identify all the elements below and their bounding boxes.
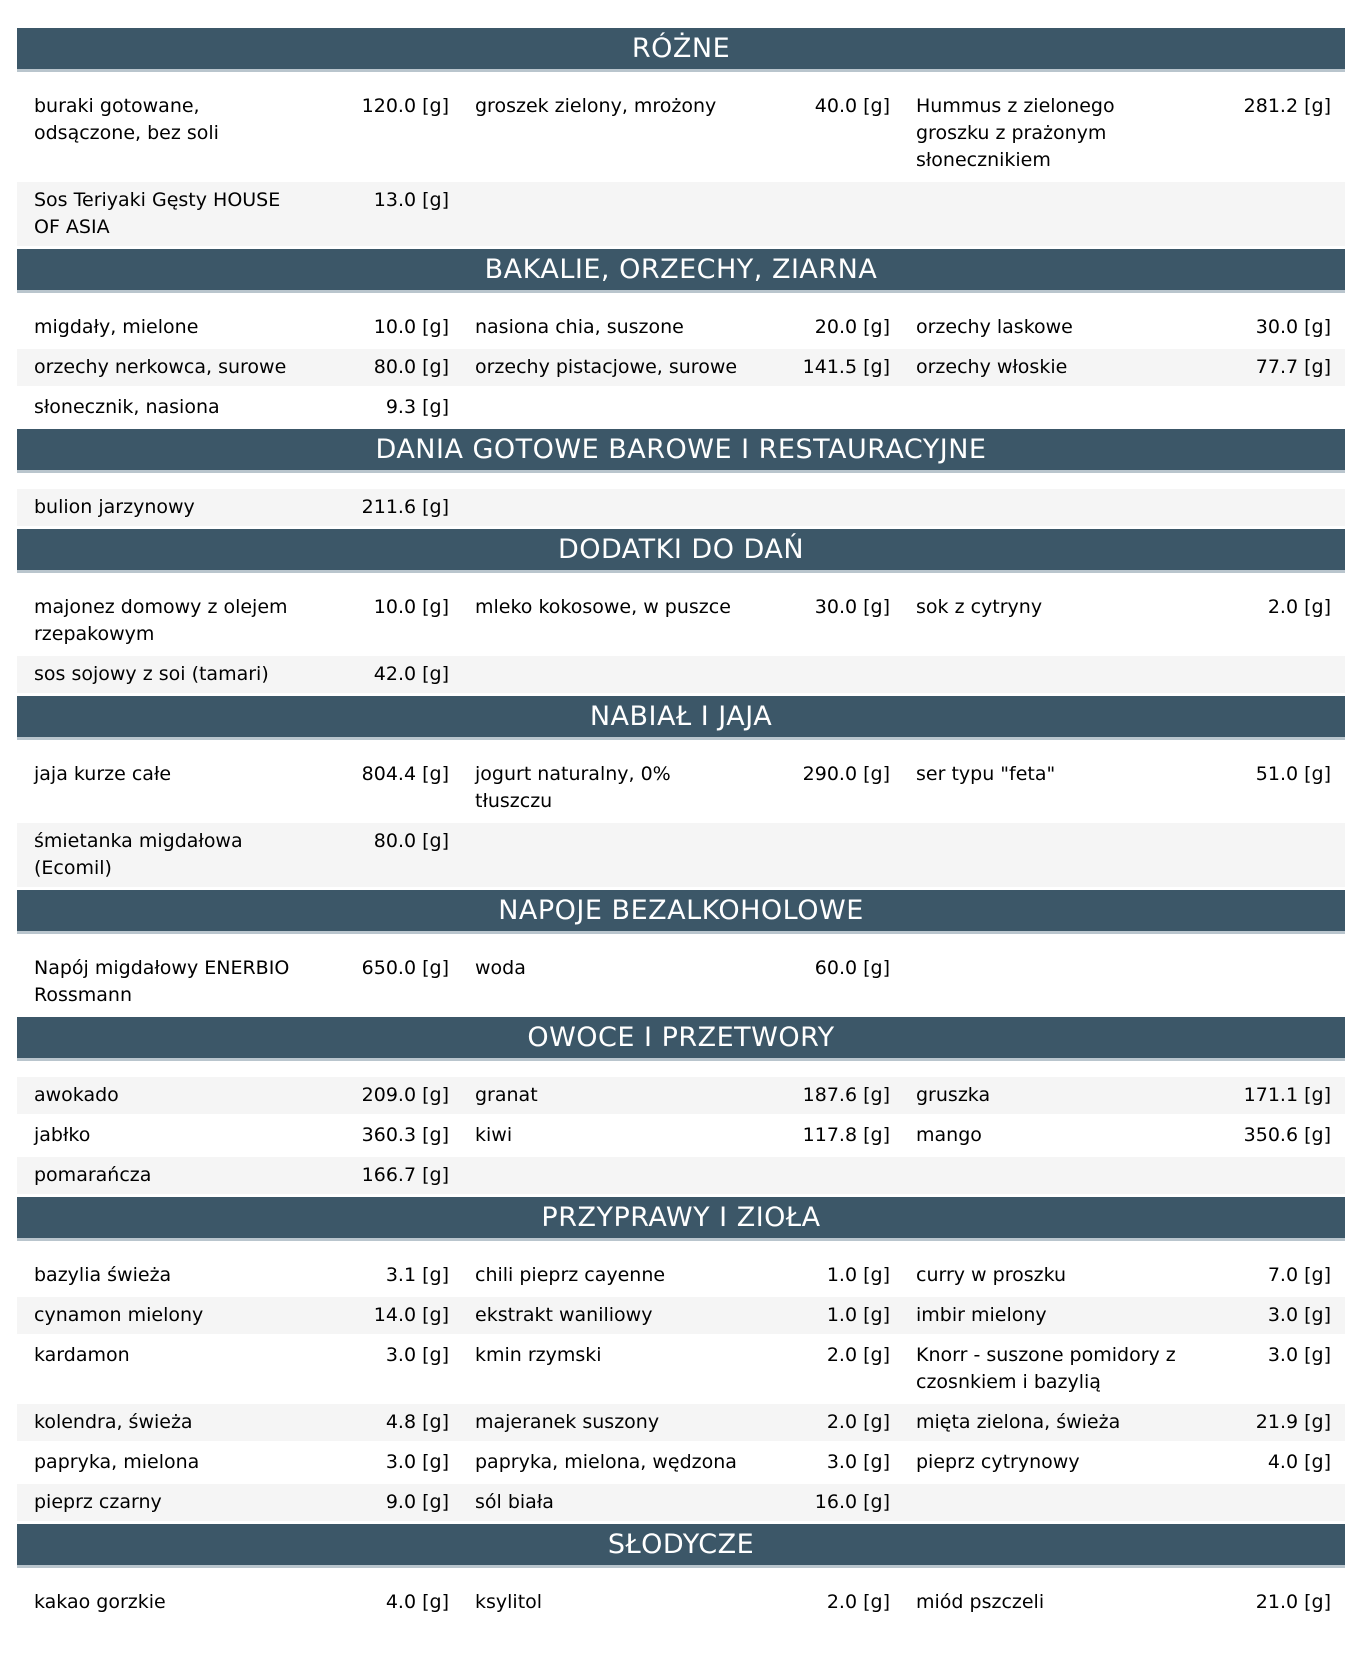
item-quantity: 3.0 [g]: [826, 1451, 890, 1473]
table-cell: [916, 955, 1331, 1009]
section-header: BAKALIE, ORZECHY, ZIARNA: [17, 249, 1345, 293]
table-cell: [34, 955, 449, 1009]
item-quantity: 120.0 [g]: [361, 95, 449, 117]
item-quantity: 211.6 [g]: [361, 496, 449, 518]
item-quantity: 4.8 [g]: [385, 1411, 449, 1433]
item-quantity: 360.3 [g]: [361, 1124, 449, 1146]
table-cell: [475, 1122, 890, 1149]
item-quantity: 4.0 [g]: [385, 1591, 449, 1613]
table-cell: [34, 828, 449, 882]
item-quantity: 290.0 [g]: [802, 763, 890, 785]
table-cell: [475, 187, 890, 241]
item-quantity: 2.0 [g]: [826, 1411, 890, 1433]
item-quantity: 21.0 [g]: [1255, 1591, 1331, 1613]
item-quantity: 51.0 [g]: [1255, 763, 1331, 785]
item-quantity: 3.1 [g]: [385, 1264, 449, 1286]
item-quantity: 117.8 [g]: [802, 1124, 890, 1146]
item-quantity: 42.0 [g]: [373, 663, 449, 685]
table-cell: [475, 1082, 890, 1109]
table-row: [17, 389, 1345, 426]
table-cell: [916, 661, 1331, 688]
item-quantity: 80.0 [g]: [373, 830, 449, 852]
table-row: [17, 309, 1345, 346]
item-quantity: 77.7 [g]: [1255, 356, 1331, 378]
item-quantity: 21.9 [g]: [1255, 1411, 1331, 1433]
item-quantity: 60.0 [g]: [814, 957, 890, 979]
table-cell: [916, 394, 1331, 421]
table-cell: [34, 494, 449, 521]
section-rows: [17, 293, 1345, 426]
item-quantity: 4.0 [g]: [1267, 1451, 1331, 1473]
item-quantity: 10.0 [g]: [373, 596, 449, 618]
item-quantity: 350.6 [g]: [1243, 1124, 1331, 1146]
table-cell: [34, 1589, 449, 1616]
item-name: cynamon mielony: [34, 1304, 204, 1326]
item-quantity: 9.0 [g]: [385, 1491, 449, 1513]
table-cell: [34, 1489, 449, 1516]
section-header: DODATKI DO DAŃ: [17, 529, 1345, 573]
table-cell: [916, 594, 1331, 648]
item-name: mięta zielona, świeża: [916, 1411, 1121, 1433]
table-cell: [34, 1449, 449, 1476]
table-cell: [34, 93, 449, 174]
table-cell: [34, 1409, 449, 1436]
item-name: gruszka: [916, 1084, 991, 1106]
table-row: [17, 1444, 1345, 1481]
table-cell: [916, 354, 1331, 381]
table-row: [17, 1077, 1345, 1114]
table-cell: [916, 761, 1331, 815]
item-name: ser typu "feta": [916, 763, 1056, 785]
item-name: papryka, mielona, wędzona: [475, 1451, 737, 1473]
table-cell: [34, 1162, 449, 1189]
item-name: słonecznik, nasiona: [34, 396, 220, 418]
section-rows: [17, 934, 1345, 1014]
section-header: NABIAŁ I JAJA: [17, 696, 1345, 740]
item-name: orzechy pistacjowe, surowe: [475, 356, 738, 378]
item-name: nasiona chia, suszone: [475, 316, 684, 338]
item-quantity: 187.6 [g]: [802, 1084, 890, 1106]
item-quantity: 30.0 [g]: [1255, 316, 1331, 338]
item-name: awokado: [34, 1084, 119, 1106]
table-cell: [475, 1409, 890, 1436]
table-row: [17, 1337, 1345, 1401]
table-cell: [916, 314, 1331, 341]
item-quantity: 7.0 [g]: [1267, 1264, 1331, 1286]
item-name: orzechy włoskie: [916, 356, 1068, 378]
table-row: [17, 656, 1345, 693]
table-cell: [916, 828, 1331, 882]
table-row: [17, 1157, 1345, 1194]
item-name: jabłko: [34, 1124, 91, 1146]
section-rows: [17, 473, 1345, 526]
table-row: [17, 950, 1345, 1014]
section-rows: [17, 72, 1345, 246]
item-name: jaja kurze całe: [34, 763, 172, 785]
item-name: migdały, mielone: [34, 316, 199, 338]
table-row: [17, 1584, 1345, 1621]
item-name: Sos Teriyaki Gęsty HOUSE OF ASIA: [34, 189, 281, 238]
table-row: [17, 823, 1345, 887]
table-cell: [916, 1342, 1331, 1396]
table-cell: [34, 1082, 449, 1109]
item-quantity: 3.0 [g]: [1267, 1304, 1331, 1326]
item-name: pomarańcza: [34, 1164, 152, 1186]
table-cell: [475, 1449, 890, 1476]
item-name: woda: [475, 957, 526, 979]
item-quantity: 3.0 [g]: [385, 1451, 449, 1473]
table-cell: [916, 1489, 1331, 1516]
table-cell: [475, 761, 890, 815]
item-quantity: 20.0 [g]: [814, 316, 890, 338]
section-header: DANIA GOTOWE BAROWE I RESTAURACYJNE: [17, 429, 1345, 473]
item-quantity: 16.0 [g]: [814, 1491, 890, 1513]
item-name: imbir mielony: [916, 1304, 1047, 1326]
item-quantity: 9.3 [g]: [385, 396, 449, 418]
item-quantity: 3.0 [g]: [385, 1344, 449, 1366]
section-rows: [17, 1568, 1345, 1621]
table-row: [17, 88, 1345, 179]
item-quantity: 804.4 [g]: [361, 763, 449, 785]
item-name: Napój migdałowy ENERBIO Rossmann: [34, 957, 290, 1006]
item-name: Hummus z zielonego groszku z prażonym słonecznikiem: [916, 95, 1115, 171]
table-cell: [916, 1409, 1331, 1436]
table-row: [17, 1297, 1345, 1334]
item-quantity: 40.0 [g]: [814, 95, 890, 117]
item-name: Knorr - suszone pomidory z czosnkiem i bazylią: [916, 1344, 1176, 1393]
table-row: [17, 182, 1345, 246]
item-name: bulion jarzynowy: [34, 496, 195, 518]
table-cell: [34, 354, 449, 381]
item-name: kolendra, świeża: [34, 1411, 193, 1433]
item-name: kakao gorzkie: [34, 1591, 166, 1613]
item-quantity: 10.0 [g]: [373, 316, 449, 338]
section-header: OWOCE I PRZETWORY: [17, 1017, 1345, 1061]
table-cell: [34, 187, 449, 241]
item-name: bazylia świeża: [34, 1264, 172, 1286]
section-header: PRZYPRAWY I ZIOŁA: [17, 1197, 1345, 1241]
table-cell: [916, 1262, 1331, 1289]
section-rows: [17, 1241, 1345, 1521]
table-cell: [34, 314, 449, 341]
table-cell: [34, 1122, 449, 1149]
table-cell: [34, 761, 449, 815]
item-name: orzechy nerkowca, surowe: [34, 356, 287, 378]
item-quantity: 2.0 [g]: [826, 1591, 890, 1613]
item-quantity: 1.0 [g]: [826, 1264, 890, 1286]
section-header: NAPOJE BEZALKOHOLOWE: [17, 890, 1345, 934]
table-row: [17, 349, 1345, 386]
table-cell: [475, 594, 890, 648]
table-cell: [475, 828, 890, 882]
item-name: kmin rzymski: [475, 1344, 602, 1366]
item-name: orzechy laskowe: [916, 316, 1073, 338]
table-cell: [475, 661, 890, 688]
item-quantity: 209.0 [g]: [361, 1084, 449, 1106]
item-quantity: 14.0 [g]: [373, 1304, 449, 1326]
table-row: [17, 1484, 1345, 1521]
item-name: kardamon: [34, 1344, 130, 1366]
table-cell: [34, 394, 449, 421]
item-name: mango: [916, 1124, 982, 1146]
table-cell: [916, 1082, 1331, 1109]
item-name: pieprz czarny: [34, 1491, 162, 1513]
section-rows: [17, 1061, 1345, 1194]
item-quantity: 1.0 [g]: [826, 1304, 890, 1326]
table-cell: [475, 394, 890, 421]
table-cell: [475, 1302, 890, 1329]
table-cell: [475, 1589, 890, 1616]
item-name: granat: [475, 1084, 538, 1106]
table-cell: [916, 1122, 1331, 1149]
section-rows: [17, 573, 1345, 693]
item-quantity: 166.7 [g]: [361, 1164, 449, 1186]
item-quantity: 80.0 [g]: [373, 356, 449, 378]
table-cell: [34, 1262, 449, 1289]
table-cell: [916, 494, 1331, 521]
table-cell: [475, 1489, 890, 1516]
item-quantity: 171.1 [g]: [1243, 1084, 1331, 1106]
item-name: sok z cytryny: [916, 596, 1043, 618]
table-row: [17, 1404, 1345, 1441]
item-quantity: 2.0 [g]: [1267, 596, 1331, 618]
table-row: [17, 489, 1345, 526]
table-cell: [475, 93, 890, 174]
table-cell: [916, 1302, 1331, 1329]
table-cell: [34, 661, 449, 688]
table-cell: [34, 1302, 449, 1329]
table-cell: [475, 354, 890, 381]
table-cell: [916, 93, 1331, 174]
section-header: RÓŻNE: [17, 28, 1345, 72]
table-cell: [475, 314, 890, 341]
table-row: [17, 1257, 1345, 1294]
item-name: chili pieprz cayenne: [475, 1264, 666, 1286]
table-cell: [475, 1162, 890, 1189]
item-name: curry w proszku: [916, 1264, 1067, 1286]
table-row: [17, 589, 1345, 653]
item-name: ksylitol: [475, 1591, 543, 1613]
item-name: pieprz cytrynowy: [916, 1451, 1080, 1473]
item-name: groszek zielony, mrożony: [475, 95, 717, 117]
item-name: miód pszczeli: [916, 1591, 1045, 1613]
item-name: mleko kokosowe, w puszce: [475, 596, 731, 618]
item-quantity: 281.2 [g]: [1243, 95, 1331, 117]
item-name: majeranek suszony: [475, 1411, 660, 1433]
table-cell: [916, 1589, 1331, 1616]
section-header: SŁODYCZE: [17, 1524, 1345, 1568]
item-quantity: 650.0 [g]: [361, 957, 449, 979]
item-name: papryka, mielona: [34, 1451, 200, 1473]
section-rows: [17, 740, 1345, 887]
table-cell: [475, 955, 890, 1009]
item-quantity: 2.0 [g]: [826, 1344, 890, 1366]
item-name: buraki gotowane, odsączone, bez soli: [34, 95, 219, 144]
table-row: [17, 1117, 1345, 1154]
item-name: śmietanka migdałowa (Ecomil): [34, 830, 243, 879]
table-cell: [34, 594, 449, 648]
item-quantity: 30.0 [g]: [814, 596, 890, 618]
table-cell: [475, 1262, 890, 1289]
item-name: jogurt naturalny, 0% tłuszczu: [475, 763, 671, 812]
item-name: kiwi: [475, 1124, 513, 1146]
item-name: sól biała: [475, 1491, 554, 1513]
item-name: ekstrakt waniliowy: [475, 1304, 653, 1326]
table-cell: [916, 1162, 1331, 1189]
item-quantity: 13.0 [g]: [373, 189, 449, 211]
table-cell: [916, 1449, 1331, 1476]
item-quantity: 3.0 [g]: [1267, 1344, 1331, 1366]
table-cell: [34, 1342, 449, 1396]
table-cell: [916, 187, 1331, 241]
table-cell: [475, 1342, 890, 1396]
table-row: [17, 756, 1345, 820]
item-name: majonez domowy z olejem rzepakowym: [34, 596, 288, 645]
table-cell: [475, 494, 890, 521]
item-name: sos sojowy z soi (tamari): [34, 663, 269, 685]
item-quantity: 141.5 [g]: [802, 356, 890, 378]
